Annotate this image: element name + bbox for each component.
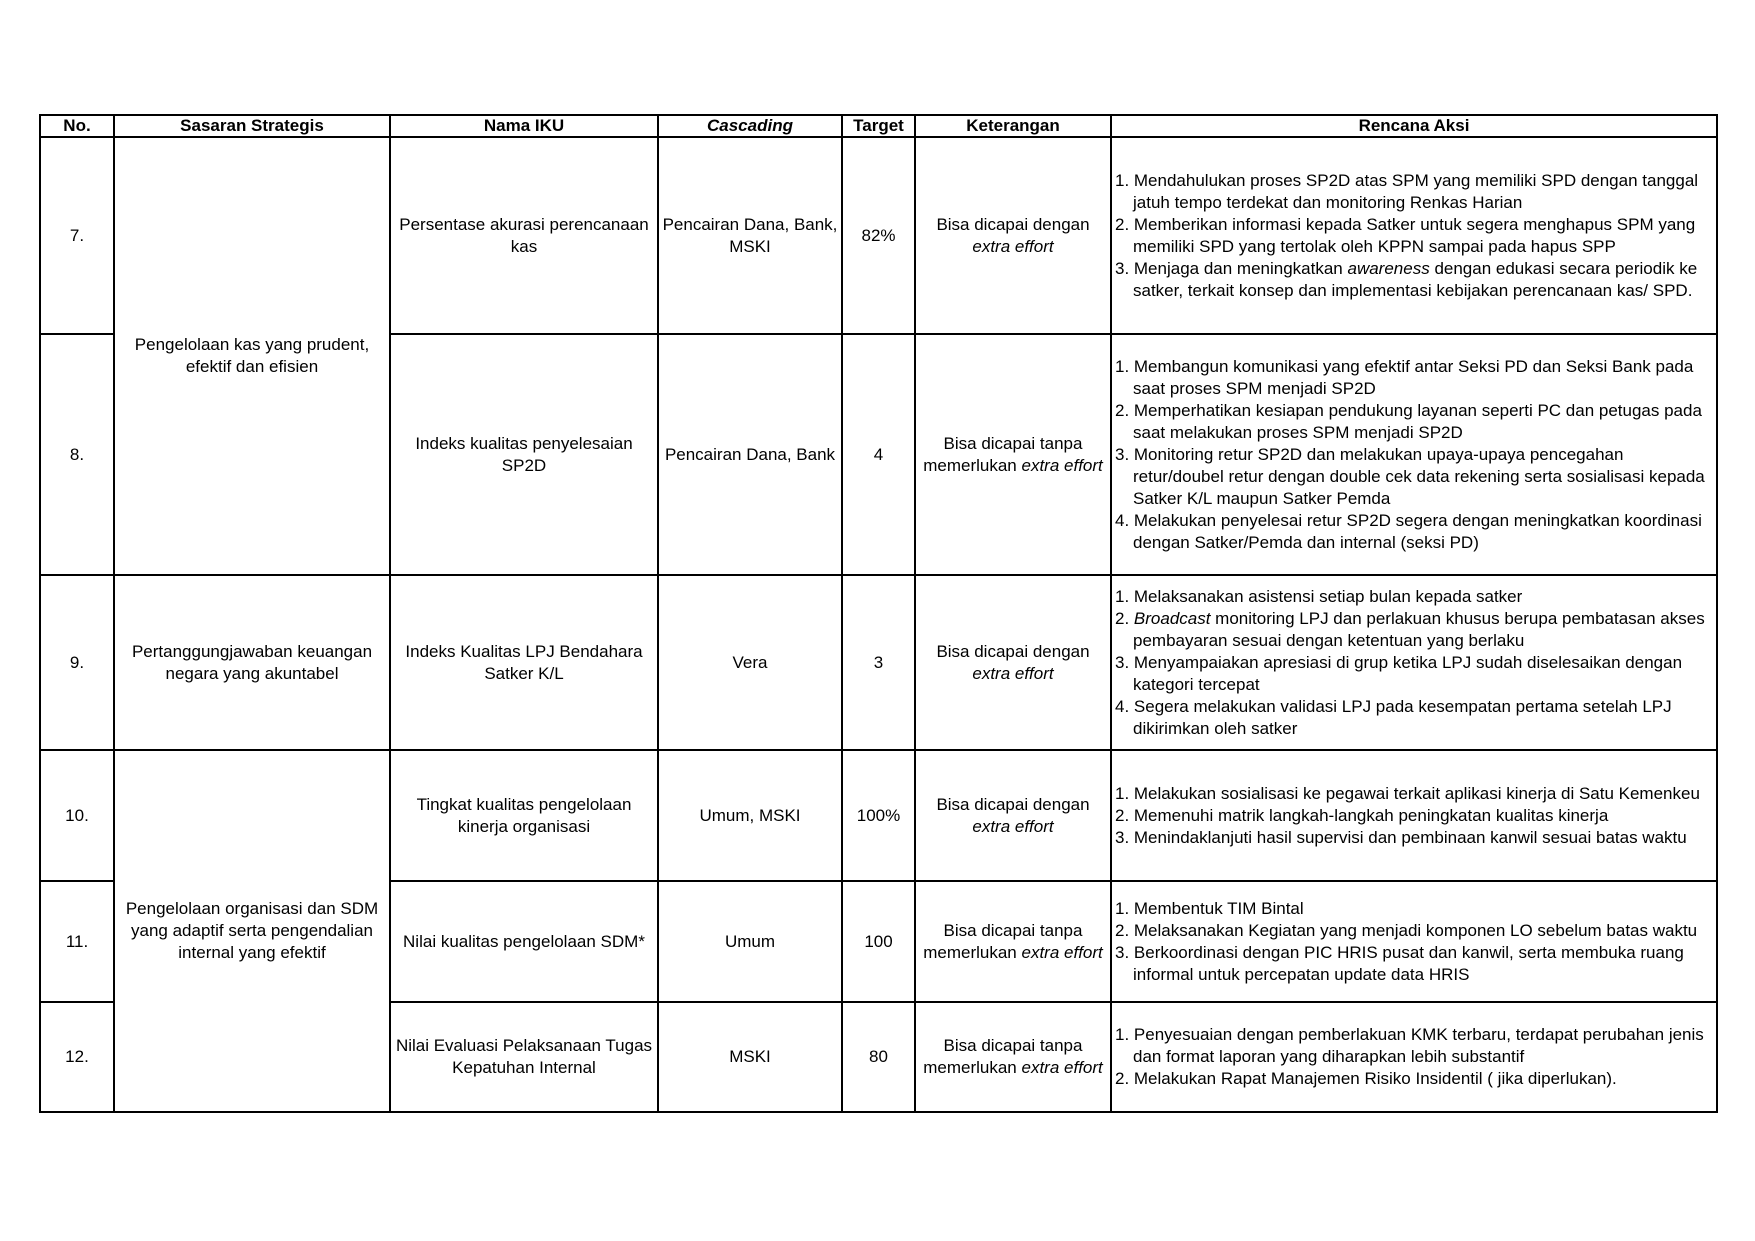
target-cell: 82% xyxy=(842,137,915,334)
rencana-aksi-cell xyxy=(1111,575,1717,750)
keterangan-cell xyxy=(915,750,1111,881)
sasaran-strategis-cell: Pengelolaan kas yang prudent, efektif dan efisien xyxy=(114,137,390,575)
row-no: 8. xyxy=(40,334,114,575)
nama-iku-cell: Nilai kualitas pengelolaan SDM* xyxy=(390,881,658,1002)
keterangan-cell xyxy=(915,1002,1111,1112)
nama-iku-cell: Indeks Kualitas LPJ Bendahara Satker K/L xyxy=(390,575,658,750)
keterangan-text: Bisa dicapai dengan xyxy=(936,214,1090,234)
list-item: 1. Membentuk TIM Bintal xyxy=(1115,898,1304,918)
header-nama-iku: Nama IKU xyxy=(390,115,658,137)
keterangan-text: Bisa dicapai dengan xyxy=(936,794,1090,814)
keterangan-cell xyxy=(915,575,1111,750)
row-no: 9. xyxy=(40,575,114,750)
list-item: 2. Memberikan informasi kepada Satker untuk segera menghapus SPM yang memiliki SPD yang tertolak oleh KPPN sampai pada hapus SPP xyxy=(1115,214,1696,256)
sasaran-strategis-cell: Pertanggungjawaban keuangan negara yang akuntabel xyxy=(114,575,390,750)
table-row xyxy=(40,750,1717,881)
keterangan-italic: extra effort xyxy=(1021,1058,1103,1077)
keterangan-cell xyxy=(915,881,1111,1002)
rencana-aksi-list xyxy=(1115,170,1713,302)
row-no: 10. xyxy=(40,750,114,881)
row-no: 7. xyxy=(40,137,114,334)
cascading-cell: MSKI xyxy=(658,1002,842,1112)
rencana-aksi-cell xyxy=(1111,881,1717,1002)
cascading-cell: Vera xyxy=(658,575,842,750)
table-header-row xyxy=(40,115,1717,137)
cascading-cell: Umum xyxy=(658,881,842,1002)
cascading-cell: Umum, MSKI xyxy=(658,750,842,881)
list-item: 3. Menindaklanjuti hasil supervisi dan pembinaan kanwil sesuai batas waktu xyxy=(1115,827,1687,847)
table-row xyxy=(40,137,1717,334)
italic-term: awareness xyxy=(1347,258,1430,278)
target-cell: 100 xyxy=(842,881,915,1002)
rencana-aksi-cell xyxy=(1111,334,1717,575)
list-item: 1. Membangun komunikasi yang efektif antar Seksi PD dan Seksi Bank pada saat proses SPM menjadi SP2D xyxy=(1115,356,1694,398)
list-item: 1. Mendahulukan proses SP2D atas SPM yang memiliki SPD dengan tanggal jatuh tempo terdekat dan monitoring Renkas Harian xyxy=(1115,170,1699,212)
header-cascading: Cascading xyxy=(658,115,842,137)
target-cell: 3 xyxy=(842,575,915,750)
header-target: Target xyxy=(842,115,915,137)
keterangan-text: Bisa dicapai tanpa memerlukan xyxy=(923,920,1083,962)
header-no: No. xyxy=(40,115,114,137)
row-no: 12. xyxy=(40,1002,114,1112)
list-item: 2. Broadcast monitoring LPJ dan perlakuan khusus berupa pembatasan akses pembayaran sesuai dengan ketentuan yang berlaku xyxy=(1115,608,1705,650)
list-item: 1. Melaksanakan asistensi setiap bulan kepada satker xyxy=(1115,586,1523,606)
nama-iku-cell: Tingkat kualitas pengelolaan kinerja organisasi xyxy=(390,750,658,881)
list-item: 3. Monitoring retur SP2D dan melakukan upaya-upaya pencegahan retur/doubel retur dengan double cek data rekening serta sosialisasi kepada Satker K/L maupun Satker Pemda xyxy=(1115,444,1705,508)
header-keterangan: Keterangan xyxy=(915,115,1111,137)
keterangan-italic: extra effort xyxy=(972,663,1054,683)
keterangan-italic: extra effort xyxy=(1021,455,1103,475)
row-no: 11. xyxy=(40,881,114,1002)
list-item: 2. Melakukan Rapat Manajemen Risiko Insidentil ( jika diperlukan). xyxy=(1115,1069,1617,1088)
keterangan-text: Bisa dicapai tanpa memerlukan xyxy=(923,433,1083,475)
rencana-aksi-list xyxy=(1115,356,1713,554)
list-item: 2. Memenuhi matrik langkah-langkah peningkatan kualitas kinerja xyxy=(1115,805,1609,825)
list-item: 1. Penyesuaian dengan pemberlakuan KMK terbaru, terdapat perubahan jenis dan format laporan yang diharapkan lebih substantif xyxy=(1115,1025,1704,1066)
cascading-cell: Pencairan Dana, Bank xyxy=(658,334,842,575)
rencana-aksi-cell xyxy=(1111,137,1717,334)
rencana-aksi-cell xyxy=(1111,1002,1717,1112)
keterangan-italic: extra effort xyxy=(972,236,1054,256)
list-item: 4. Segera melakukan validasi LPJ pada kesempatan pertama setelah LPJ dikirimkan oleh satker xyxy=(1115,696,1672,738)
list-item: 3. Berkoordinasi dengan PIC HRIS pusat dan kanwil, serta membuka ruang informal untuk percepatan update data HRIS xyxy=(1115,942,1684,984)
list-item: 4. Melakukan penyelesai retur SP2D segera dengan meningkatkan koordinasi dengan Satker/Pemda dan internal (seksi PD) xyxy=(1115,510,1702,552)
rencana-aksi-cell xyxy=(1111,750,1717,881)
target-cell: 100% xyxy=(842,750,915,881)
list-item: 2. Memperhatikan kesiapan pendukung layanan seperti PC dan petugas pada saat melakukan proses SPM menjadi SP2D xyxy=(1115,400,1702,442)
target-cell: 80 xyxy=(842,1002,915,1112)
keterangan-text: Bisa dicapai tanpa memerlukan xyxy=(923,1036,1083,1077)
keterangan-cell xyxy=(915,334,1111,575)
table-row xyxy=(40,575,1717,750)
rencana-aksi-list xyxy=(1115,586,1713,740)
target-cell: 4 xyxy=(842,334,915,575)
iku-table xyxy=(39,114,1718,1113)
cascading-cell: Pencairan Dana, Bank, MSKI xyxy=(658,137,842,334)
list-item: 3. Menyampaiakan apresiasi di grup ketika LPJ sudah diselesaikan dengan kategori tercepat xyxy=(1115,652,1683,694)
header-sasaran-strategis: Sasaran Strategis xyxy=(114,115,390,137)
keterangan-italic: extra effort xyxy=(972,816,1054,836)
italic-term: Broadcast xyxy=(1133,608,1211,628)
sasaran-strategis-cell: Pengelolaan organisasi dan SDM yang adaptif serta pengendalian internal yang efektif xyxy=(114,750,390,1112)
nama-iku-cell: Nilai Evaluasi Pelaksanaan Tugas Kepatuhan Internal xyxy=(390,1002,658,1112)
rencana-aksi-list xyxy=(1115,898,1713,986)
list-item: 3. Menjaga dan meningkatkan awareness dengan edukasi secara periodik ke satker, terkait konsep dan implementasi kebijakan perencanaan kas/ SPD. xyxy=(1115,258,1698,300)
keterangan-cell xyxy=(915,137,1111,334)
rencana-aksi-list xyxy=(1115,783,1713,849)
header-rencana-aksi: Rencana Aksi xyxy=(1111,115,1717,137)
nama-iku-cell: Indeks kualitas penyelesaian SP2D xyxy=(390,334,658,575)
list-item: 1. Melakukan sosialisasi ke pegawai terkait aplikasi kinerja di Satu Kemenkeu xyxy=(1115,783,1700,803)
keterangan-italic: extra effort xyxy=(1021,942,1103,962)
rencana-aksi-list xyxy=(1115,1024,1713,1090)
keterangan-text: Bisa dicapai dengan xyxy=(936,641,1090,661)
list-item: 2. Melaksanakan Kegiatan yang menjadi komponen LO sebelum batas waktu xyxy=(1115,920,1698,940)
nama-iku-cell: Persentase akurasi perencanaan kas xyxy=(390,137,658,334)
